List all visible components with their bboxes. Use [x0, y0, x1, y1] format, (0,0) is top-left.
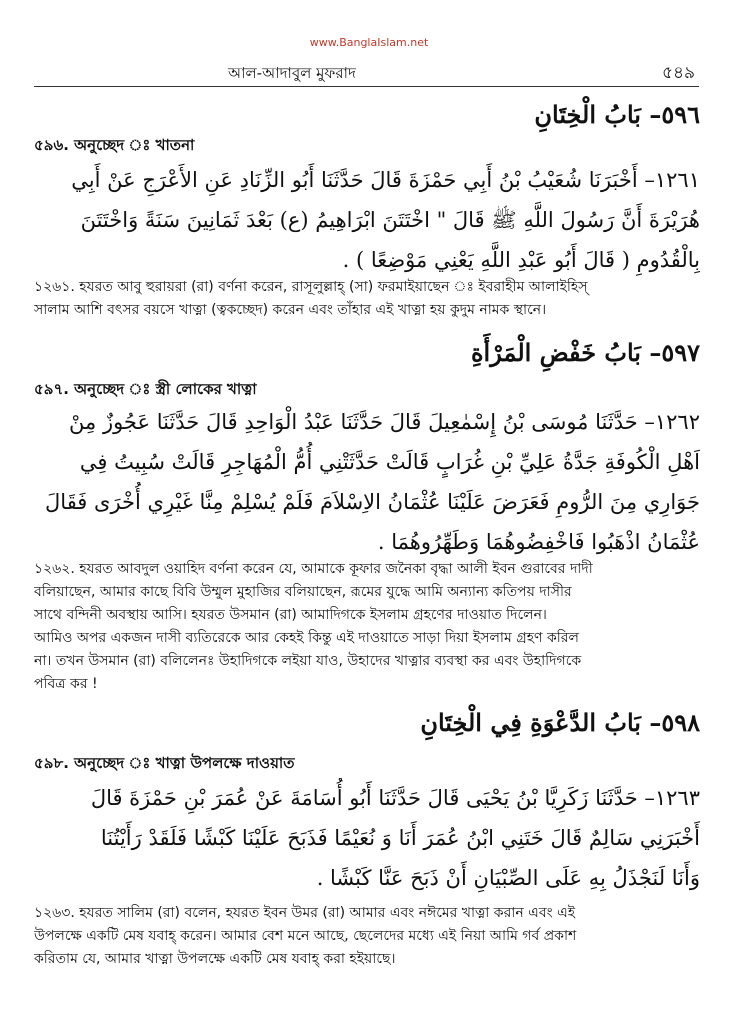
- chapter-heading-596: ৫৯৬. অনুচ্ছেদ ঃ খাতনা: [34, 136, 195, 154]
- bangla-line: ১২৬৩. হযরত সালিম (রা) বলেন, হযরত ইবন উমর (রা) আমার এবং নঈমের খাত্না করান এবং এই: [34, 905, 576, 921]
- bangla-line: সালাম আশি বৎসর বয়সে খাত্না (ত্বকচ্ছেদ) করেন এবং তাঁহার এই খাত্না হয় কুদুম নামক স্থানে।: [34, 302, 547, 318]
- bangla-line: বলিয়াছেন, আমার কাছে বিবি উম্মুল মুহাজির বলিয়াছেন, রূমের যুদ্ধে আমি অন্যান্য কতিপয় দাসীর: [34, 584, 572, 600]
- arabic-hadith-1262: [34, 402, 700, 562]
- bangla-line: পবিত্র কর !: [34, 676, 98, 692]
- arabic-line: ١٢٦٣– حَدَّثَنَا زَكَرِيَّا بْنُ يَحْيَى قَالَ حَدَّثَنَا أَبُو أُسَامَةَ عَنْ عُمَرَ بْنِ حَمْزَةَ قَالَ: [90, 786, 700, 810]
- bangla-line: আমিও অপর একজন দাসী ব্যতিরেকে আর কেহই কিন্তু এই দাওয়াতে সাড়া দিয়া ইসলাম গ্রহণ করিল: [34, 630, 579, 646]
- bangla-line: না। তখন উসমান (রা) বলিলেনঃ উহাদিগকে লইয়া যাও, উহাদের খাত্নার ব্যবস্থা কর এবং উহাদিগকে: [34, 653, 582, 669]
- bangla-translation-1263: [34, 902, 700, 971]
- bab-heading-597: ٥٩٧– بَابُ خَفْضِ الْمَرْأَةِ: [470, 338, 700, 367]
- bangla-line: সাথে বন্দিনী অবস্থায় আসি। হযরত উসমান (রা) আমাদিগকে ইসলাম গ্রহণের দাওয়াত দিলেন।: [34, 607, 547, 623]
- arabic-line: هُرَيْرَةَ أَنَّ رَسُولَ اللَّهِ ﷺ قَالَ " اخْتَتَنَ ابْرَاهِيمُ (ع) بَعْدَ ثَمَانِينَ سَنَةً وَاخْتَتَنَ: [80, 208, 700, 232]
- bangla-translation-1261: [34, 276, 700, 322]
- arabic-line: بِالْقُدُومِ ( قَالَ أَبُو عَبْدِ اللَّهِ يَعْنِي مَوْضِعًا ) .: [342, 248, 700, 272]
- page-number: ৫৪৯: [662, 63, 696, 83]
- arabic-hadith-1261: [34, 160, 700, 280]
- running-title: আল-আদাবুল মুফরাদ: [228, 64, 356, 82]
- chapter-heading-597: ৫৯৭. অনুচ্ছেদ ঃ স্ত্রী লোকের খাত্না: [34, 380, 257, 398]
- arabic-line: أَخْبَرَنِي سَالِمٌ قَالَ خَتَنِي ابْنُ عُمَرَ أَنَا وَ نُعَيْمًا فَذَبَحَ عَلَيْنَا كَبْشًا فَلَقَدْ رَأَيْتُنَا: [100, 826, 700, 850]
- bangla-line: উপলক্ষে একটি মেষ যবাহ্ করেন। আমার বেশ মনে আছে, ছেলেদের মধ্যে এই নিয়া আমি গর্ব প্রকাশ: [34, 928, 577, 944]
- arabic-line: جَوَارِي مِنَ الرُّومِ فَعَرَضَ عَلَيْنَا عُثْمَانُ الاِسْلاَمَ فَلَمْ يُسْلِمْ مِنَّا غَيْرِي أُخْرَى فَقَالَ: [45, 490, 700, 514]
- bangla-line: করিতাম যে, আমার খাত্না উপলক্ষে একটি মেষ যবাহ্ করা হইয়াছে।: [34, 951, 396, 967]
- bab-heading-596: ٥٩٦– بَابُ الْخِتَانِ: [534, 100, 700, 129]
- arabic-line: عُثْمَانُ اذْهَبُوا فَاخْفِضُوهُمَا وَطَهِّرُوهُمَا .: [377, 530, 700, 554]
- header-rule: [34, 86, 699, 87]
- bangla-translation-1262: [34, 558, 700, 696]
- bangla-line: ১২৬২. হযরত আবদুল ওয়াহিদ বর্ণনা করেন যে, আমাকে কূফার জনৈকা বৃদ্ধা আলী ইবন গুরাবের দাদী: [34, 561, 593, 577]
- arabic-line: وَأَنَا لَنَجْذَلُ بِهِ عَلَى الصِّبْيَانِ أَنْ ذَبَحَ عَنَّا كَبْشًا .: [316, 866, 700, 890]
- bab-heading-598: ٥٩٨– بَابُ الدَّعْوَةِ فِي الْخِتَانِ: [420, 708, 700, 737]
- arabic-line: ١٢٦١– أَخْبَرَنَا شُعَيْبُ بْنُ أَبِي حَمْزَةَ قَالَ حَدَّثَنَا أَبُو الزِّنَادِ عَنِ الأَعْرَجِ عَنْ أَبِي: [71, 168, 700, 192]
- watermark-url: www.BanglaIslam.net: [309, 36, 429, 49]
- bangla-line: ১২৬১. হযরত আবু হুরায়রা (রা) বর্ণনা করেন, রাসূলুল্লাহ্ (সা) ফরমাইয়াছেন ঃ ইবরাহীম আলাইহিস্: [34, 279, 588, 295]
- chapter-heading-598: ৫৯৮. অনুচ্ছেদ ঃ খাত্না উপলক্ষে দাওয়াত: [34, 754, 295, 772]
- arabic-hadith-1263: [34, 778, 700, 898]
- arabic-line: ١٢٦٢– حَدَّثَنَا مُوسَى بْنُ إِسْمٰعِيلَ قَالَ حَدَّثَنَا عَبْدُ الْوَاحِدِ قَالَ حَدَّثَنَا عَجُوزٌ مِنْ: [69, 410, 700, 434]
- arabic-line: اَهْلِ الْكُوفَةِ جَدَّةُ عَلِيِّ بْنِ غُرَابٍ قَالَتْ حَدَّثَتْنِي أُمُّ الْمُهَاجِرِ قَالَتْ سُبِيتُ فِي: [79, 450, 700, 474]
